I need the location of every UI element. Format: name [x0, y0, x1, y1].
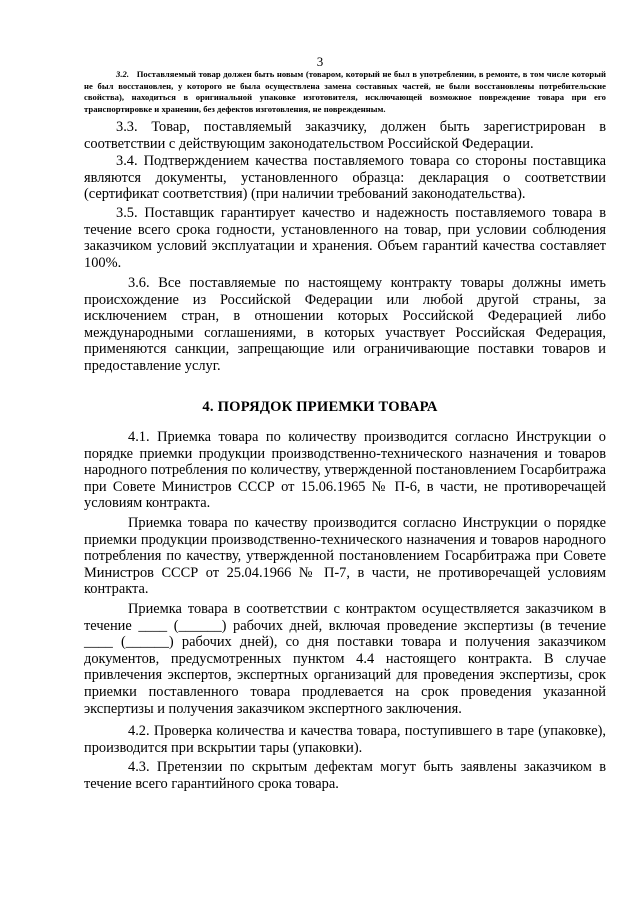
section-4-heading: 4. ПОРЯДОК ПРИЕМКИ ТОВАРА: [202, 399, 438, 415]
page-number: 3: [316, 54, 324, 69]
clause-3-2-text: Поставляемый товар должен быть новым (товаром, который не был в употреблении, в ремонте, в том числе который не был восстановлен, у которого не была осуществлена замена составных частей, не были восстановлены потребительские свойства), находиться в оригинальной упаковке изготовителя, исключающей возможное повреждение товара при его транспортировке и хранении, без дефектов изготовления, не поврежденным.: [84, 69, 606, 115]
clause-4-1: 4.1. Приемка товара по количеству производится согласно Инструкции о порядке приемки продукции производственно-технического назначения и товаров народного потребления по количеству, утвержденной постановлением Госарбитража при Совете Министров СССР от 15.06.1965 № П-6, в части, не противоречащей условиям контракта.: [84, 429, 606, 512]
clause-4-1-acceptance-term: Приемка товара в соответствии с контрактом осуществляется заказчиком в течение ____ (______) рабочих дней, включая проведение экспертизы (в течение ____ (______) рабочих дней), со дня поставки товара и получения заказчиком документов, предусмотренных пунктом 4.4 настоящего контракта. В случае привлечения экспертов, экспертных организаций для проведения экспертизы, срок приемки поставленного товара продлевается на срок проведения указанной экспертизы и получения заказчиком экспертного заключения.: [84, 601, 606, 717]
clause-4-1-quality: Приемка товара по качеству производится согласно Инструкции о порядке приемки продукции производственно-технического назначения и товаров народного потребления по качеству, утвержденной постановлением Госарбитража при Совете Министров СССР от 25.04.1966 № П-7, в части, не противоречащей условиям контракта.: [84, 515, 606, 598]
clause-4-2: 4.2. Проверка количества и качества товара, поступившего в таре (упаковке), производится при вскрытии тары (упаковки).: [84, 723, 606, 756]
clause-3-5: 3.5. Поставщик гарантирует качество и надежность поставляемого товара в течение всего срока годности, установленного на товар, при условии соблюдения заказчиком условий эксплуатации и хранения. Объем гарантий качества составляет 100%.: [84, 205, 606, 271]
clause-3-6: 3.6. Все поставляемые по настоящему контракту товары должны иметь происхождение из Российской Федерации или любой другой страны, за исключением стран, в отношении которых Российской Федерацией либо международными соглашениями, в которых участвует Российская Федерация, применяются санкции, запрещающие или ограничивающие поставки товаров и предоставление услуг.: [84, 275, 606, 374]
clause-3-2-number: 3.2.: [116, 69, 130, 79]
clause-4-3: 4.3. Претензии по скрытым дефектам могут быть заявлены заказчиком в течение всего гарантийного срока товара.: [84, 759, 606, 792]
clause-3-2: [84, 69, 606, 116]
clause-3-4: 3.4. Подтверждением качества поставляемого товара со стороны поставщика являются документы, установленного образца: декларация о соответствии (сертификат соответствия) (при наличии требований законодательства).: [84, 153, 606, 203]
clause-3-3: 3.3. Товар, поставляемый заказчику, должен быть зарегистрирован в соответствии с действующим законодательством Российской Федерации.: [84, 119, 606, 152]
